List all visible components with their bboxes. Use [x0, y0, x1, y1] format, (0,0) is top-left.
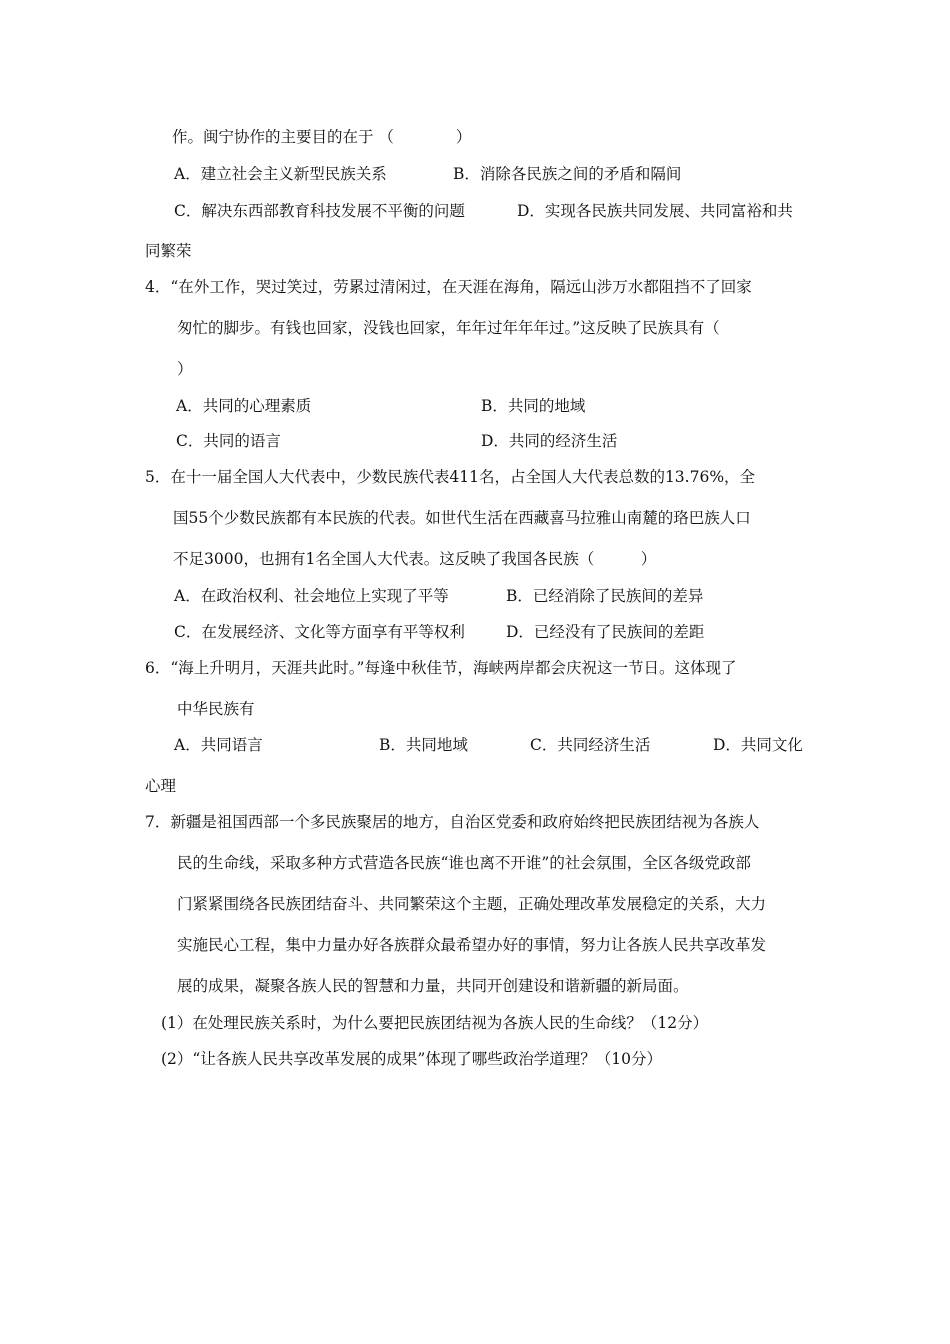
q5-option-c: C．在发展经济、文化等方面享有平等权利: [174, 623, 465, 641]
q6-option-c: C．共同经济生活: [530, 736, 651, 754]
q7-stem-line4: 实施民心工程，集中力量办好各族群众最希望办好的事情，努力让各族人民共享改革发: [177, 936, 767, 954]
q6-stem-line1: 6．“海上升明月，天涯共此时。”每逢中秋佳节，海峡两岸都会庆祝这一节日。这体现了: [145, 659, 737, 677]
q6-option-d: D．共同文化: [713, 736, 803, 754]
q5-stem-line1: 5．在十一届全国人大代表中，少数民族代表411名，占全国人大代表总数的13.76%，全: [145, 468, 756, 486]
q7-subquestion-2: (2）“让各族人民共享改革发展的成果”体现了哪些政治学道理？（10分）: [161, 1050, 662, 1068]
q3-option-d: D．实现各民族共同发展、共同富裕和共: [517, 202, 793, 220]
q5-stem-line2: 国55个少数民族都有本民族的代表。如世代生活在西藏喜马拉雅山南麓的珞巴族人口: [173, 509, 751, 527]
q3-option-a: A．建立社会主义新型民族关系: [174, 165, 387, 183]
q4-stem-line3: ）: [177, 360, 193, 378]
q4-option-a: A．共同的心理素质: [176, 397, 312, 415]
q3-option-c: C．解决东西部教育科技发展不平衡的问题: [174, 202, 465, 220]
q5-option-d: D．已经没有了民族间的差距: [506, 623, 705, 641]
q4-option-b: B．共同的地域: [481, 397, 586, 415]
q5-stem-line3: 不足3000，也拥有1名全国人大代表。这反映了我国各民族（ ）: [173, 550, 657, 568]
q6-option-d-continued: 心理: [145, 777, 177, 795]
q5-option-a: A．在政治权利、社会地位上实现了平等: [174, 587, 449, 605]
q7-stem-line5: 展的成果，凝聚各族人民的智慧和力量，共同开创建设和谐新疆的新局面。: [177, 977, 689, 995]
q4-stem-line1: 4．“在外工作，哭过笑过，劳累过清闲过，在天涯在海角，隔远山涉万水都阻挡不了回家: [145, 278, 752, 296]
q7-stem-line3: 门紧紧围绕各民族团结奋斗、共同繁荣这个主题，正确处理改革发展稳定的关系，大力: [177, 895, 767, 913]
q4-option-d: D．共同的经济生活: [481, 432, 618, 450]
q3-stem-tail: 作。闽宁协作的主要目的在于 （ ）: [172, 128, 472, 146]
q7-stem-line2: 民的生命线，采取多种方式营造各民族“谁也离不开谁”的社会氛围，全区各级党政部: [177, 854, 751, 872]
q4-option-c: C．共同的语言: [176, 432, 281, 450]
q5-option-b: B．已经消除了民族间的差异: [506, 587, 704, 605]
q7-subquestion-1: (1）在处理民族关系时，为什么要把民族团结视为各族人民的生命线？（12分）: [161, 1014, 709, 1032]
q6-stem-line2: 中华民族有: [177, 700, 255, 718]
q3-option-d-continued: 同繁荣: [145, 242, 192, 260]
q3-option-b: B．消除各民族之间的矛盾和隔间: [453, 165, 682, 183]
q4-stem-line2: 匆忙的脚步。有钱也回家，没钱也回家，年年过年年年过。”这反映了民族具有（: [177, 319, 720, 337]
q6-option-b: B．共同地域: [379, 736, 468, 754]
q6-option-a: A．共同语言: [174, 736, 263, 754]
q7-stem-line1: 7．新疆是祖国西部一个多民族聚居的地方，自治区党委和政府始终把民族团结视为各族人: [145, 813, 760, 831]
